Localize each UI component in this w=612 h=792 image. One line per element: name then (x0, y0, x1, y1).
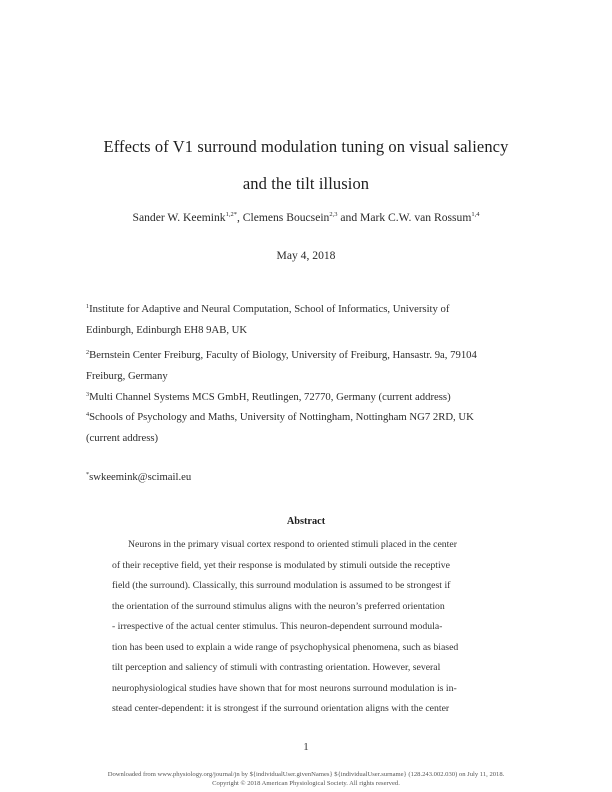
author-affiliation-mark: 1,2* (225, 211, 237, 218)
author-separator: and (337, 211, 361, 224)
download-footer: Downloaded from www.physiology.org/journal/jn by ${individualUser.givenNames} ${individualUser.surname} (128.243.002.030) on July 11, 2018. (107, 771, 505, 778)
affiliation-number: 3 (86, 391, 90, 398)
affiliation-line: Multi Channel Systems MCS GmbH, Reutlingen, 72770, Germany (current address) (89, 391, 451, 403)
abstract-line: the orientation of the surround stimulus aligns with the neuron’s preferred orientation (112, 600, 445, 612)
affiliation-1 (86, 297, 526, 340)
affiliation-line: Institute for Adaptive and Neural Computation, School of Informatics, University of (89, 303, 450, 315)
abstract-line: stead center-dependent: it is strongest if the surround orientation aligns with the center (112, 703, 450, 714)
affiliation-line: Bernstein Center Freiburg, Faculty of Biology, University of Freiburg, Hansastr. 9a, 79104 (89, 349, 477, 361)
author-affiliation-mark: 2,3 (329, 211, 338, 218)
abstract-line: field (the surround). Classically, this surround modulation is assumed to be strongest if (112, 580, 451, 591)
publication-date: May 4, 2018 (276, 249, 336, 262)
abstract-line: neurophysiological studies have shown that for most neurons surround modulation is in- (112, 682, 457, 694)
affiliation-number: 1 (86, 303, 90, 310)
abstract-line: - irrespective of the actual center stimulus. This neuron-dependent surround modula- (112, 621, 443, 632)
abstract-line: tion has been used to explain a wide range of psychophysical phenomena, such as biased (112, 641, 459, 653)
author-name: Clemens Boucsein (242, 211, 330, 224)
author-affiliation-mark: 1,4 (471, 211, 480, 218)
affiliation-line: (current address) (86, 431, 159, 444)
abstract-line: of their receptive field, yet their response is modulated by stimuli outside the receptive (112, 559, 450, 571)
copyright-footer: Copyright © 2018 American Physiological Society. All rights reserved. (212, 780, 400, 787)
abstract-line: Neurons in the primary visual cortex respond to oriented stimuli placed in the center (128, 539, 457, 550)
paper-title-line-1: Effects of V1 surround modulation tuning on visual saliency (103, 137, 509, 156)
abstract-line: tilt perception and saliency of stimuli with contrasting orientation. However, several (112, 662, 441, 673)
abstract-heading: Abstract (286, 516, 326, 527)
paper-title-line-2: and the tilt illusion (242, 174, 370, 193)
affiliation-4 (86, 405, 526, 448)
corresponding-email (86, 465, 526, 488)
author-list (0, 211, 612, 224)
affiliation-number: 2 (86, 349, 90, 356)
affiliation-number: 4 (86, 411, 90, 418)
page-number: 1 (303, 741, 309, 753)
email-address[interactable]: swkeemink@scimail.eu (89, 471, 192, 483)
author-separator: , (236, 211, 243, 224)
affiliation-line: Schools of Psychology and Maths, University of Nottingham, Nottingham NG7 2RD, UK (89, 411, 474, 423)
author-name: Sander W. Keemink (132, 211, 226, 224)
affiliation-line: Edinburgh, Edinburgh EH8 9AB, UK (86, 323, 248, 336)
corresponding-author-mark: * (86, 471, 90, 478)
author-name: Mark C.W. van Rossum (360, 211, 472, 224)
affiliation-line: Freiburg, Germany (86, 369, 168, 382)
affiliation-2 (86, 343, 526, 386)
